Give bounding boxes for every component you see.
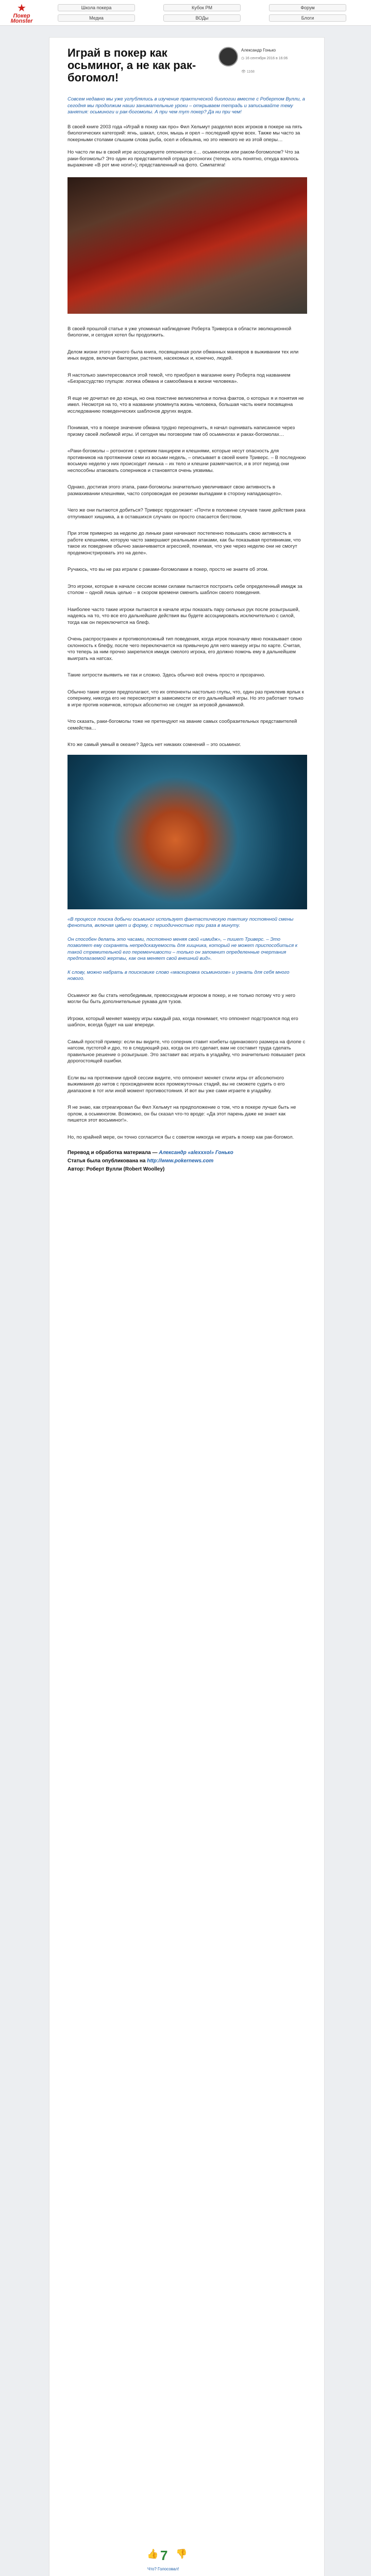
paragraph-12: Ручаюсь, что вы не раз играли с раками-богомолами в покер, просто не знаете об этом. <box>68 567 269 572</box>
logo-text-line-1: Покер <box>13 13 30 19</box>
quote-2: Он способен делать это часами, постоянно меняя свой «имидж», – пишет Триверс. – Это позволяет ему сохранять непредсказуемость для хищника, который не может приспособиться к такой стремительной его переменчивости – только он запомнит определенные очертания предполагаемой жертвы, как она меняет свой внешний вид». <box>68 936 298 961</box>
paragraph-1: В своей книге 2003 года «Играй в покер как про» Фил Хельмут разделял всех игроков в покере на пять биологических категорий: ягнь, шакал, слон, мышь и орел – последний круче всех. Также мы часто за покерными столами слышим слова рыба, осел и обезьяна, но это немного не из этой оперы… <box>68 124 302 143</box>
publish-date: 16 сентября 2016 в 16:06 <box>245 57 288 60</box>
mantis-shrimp-photo <box>68 177 307 314</box>
octopus-photo <box>68 755 307 909</box>
paragraph-8: «Раки-богомолы – ротоногие с крепким панцирем и клешнями, которые несут опасность для противников на протяжении семи из восьми недель, – описывает в своей книге Триверс. – В последнюю восьмую неделю у них происходит линька – их тело и клешни размягчаются, и в этот период они неспособны атаковать соперников и становятся очень уязвимы. <box>68 448 306 473</box>
paragraph-17: Обычно такие игроки предполагают, что их оппоненты настолько глупы, что, один раз приклеив ярлык к сопернику, никогда его не пересмотрят в зависимости от его дальнейшей игры. Но это работает только в игре против новичков, которых абсолютно не следят за игровой динамикой. <box>68 689 304 708</box>
thumbs-up-icon[interactable]: 👍 <box>147 2549 159 2559</box>
nav-media[interactable]: Медиа <box>58 14 135 22</box>
paragraph-15: Очень распространен и противоположный тип поведения, когда игрок поначалу явно показывает свою склонность к блефу, после чего переключается на привычную для него манеру игры по карте. Считая, что теперь за ним прочно закрепился имидж смелого игрока, его должно помочь ему в дальнейшем выиграть на натсах. <box>68 636 302 662</box>
nav-blogs[interactable]: Блоги <box>269 14 346 22</box>
paragraph-13: Это игроки, которые в начале сессии всеми силами пытаются построить себе определенный имидж за столом – одной лишь целью – в скором времени сменить шаблон своего поведения. <box>68 583 302 596</box>
paragraph-6: Я еще не дочитал ее до конца, но она поистине великолепна и полна фактов, о которых я и понятия не имел. Несмотря на то, что в названии упомянута жизнь человека, большая часть книги посвящена исследованию поведенческих шаблонов других видов. <box>68 395 304 414</box>
paragraph-9: Однако, достигая этого этапа, раки-богомолы значительно увеличивают свою активность в размахивании клешнями, часто сопровождая ее резкими выпадами в сторону нападающего». <box>68 484 282 497</box>
paragraph-22: Самый простой пример: если вы видите, что соперник ставит коибеты одинакового размера на флопе с натсом, пустотой и дро, то в следующий раз, когда он это сделает, вам не составит труда сделать правильное решение о розыгрыше. Это заставит вас играть в угадайку, что значительно повышает риск дорогостоящей ошибки. <box>68 1039 306 1064</box>
article-credits <box>68 1149 306 1174</box>
paragraph-21: Игроки, который меняет манеру игры каждый раз, когда понимает, что оппонент подстроился под его шаблон, всегда будет на шаг впереди. <box>68 1015 298 1028</box>
credit-author: Автор: Роберт Вулли (Robert Woolley) <box>68 1166 165 1172</box>
quote-1: «В процессе поиска добычи осьминог использует фантастическую тактику постоянной смены фенотипа, включая цвет и форму, с периодичностью три раза в минуту. <box>68 916 294 928</box>
views-count: 1168 <box>246 70 255 74</box>
credit-translation: Перевод и обработка материала — Александр «alexxxol» Гонько <box>68 1150 233 1156</box>
site-logo[interactable] <box>6 3 37 24</box>
paragraph-16: Такие хитрости выявить не так и сложно. Здесь обычно всё очень просто и прозрачно. <box>68 672 265 678</box>
author-box <box>218 47 306 84</box>
credit-source: Статья была опубликована на http://www.pokernews.com <box>68 1158 214 1164</box>
paragraph-25: Но, по крайней мере, он точно согласится бы с советом никогда не играть в покер как рак-богомол. <box>68 1134 294 1140</box>
main-nav <box>58 4 346 25</box>
vote-status: Что? Голосовал! <box>147 2567 179 2571</box>
paragraph-2: Но часто ли вы в своей игре ассоциируете оппонентов с… осьминогом или раком-богомолом? Что за раки-богомолы? Это один из представителей отряда ротоногих (теперь хоть понятно, откуда взялось выражение «В рот мне ноги!»); представленный на фото. Симпатяга! <box>68 149 299 168</box>
nav-vods[interactable]: ВОДы <box>163 14 241 22</box>
paragraph-10: Чего же они пытаются добиться? Триверс продолжает: «Почти в половине случаев такие действия рака отпугивают хищника, а в оставшихся случаях он просто спасается бегством. <box>68 507 306 520</box>
logo-text-line-2: Monster <box>10 18 33 24</box>
star-icon: ★ <box>17 3 26 14</box>
clock-icon: ◷ 16 сентября 2016 в 16:06 <box>241 57 288 60</box>
paragraph-18: Что сказать, раки-богомолы тоже не претендуют на звание самых сообразительных представителей семейства… <box>68 719 297 731</box>
eye-icon: 👁 1168 <box>241 70 255 74</box>
nav-forum[interactable]: Форум <box>269 4 346 11</box>
author-name[interactable]: Александр Гонько <box>241 48 276 53</box>
paragraph-19: Кто же самый умный в океане? Здесь нет никаких сомнений – это осьминог. <box>68 742 241 748</box>
top-header <box>0 0 371 26</box>
vote-count: 7 <box>160 2548 168 2563</box>
translator-link[interactable]: Александр «alexxxol» Гонько <box>159 1150 233 1156</box>
paragraph-4: Делом жизни этого ученого была книга, посвященная роли обманных маневров в выживании тех или иных видов, включая бактерии, растения, насекомых и, конечно, людей. <box>68 349 299 361</box>
thumbs-down-icon[interactable]: 👎 <box>176 2549 188 2559</box>
paragraph-3: В своей прошлой статье я уже упоминал наблюдение Роберта Триверса в области эволюционной биологии, и сегодня хотел бы продолжить. <box>68 326 292 338</box>
author-avatar[interactable] <box>218 47 238 66</box>
paragraph-5: Я настолько заинтересовался этой темой, что приобрел в магазине книгу Роберта под названием «Безрассудство глупцов: логика обмана и самообмана в жизни человека». <box>68 372 291 384</box>
source-link[interactable]: http://www.pokernews.com <box>147 1158 214 1164</box>
paragraph-7: Понимая, что в покере значение обмана трудно переоценить, я начал оценивать написанное через призму своей любимой игры. И сегодня мы поговорим там об осьминогах и раках-богомолах… <box>68 425 295 437</box>
article-card <box>49 37 325 2576</box>
paragraph-14: Наиболее часто такие игроки пытаются в начале игры показать пару сильных рук после розыгрышей, надеясь на то, что все его дальнейшие действия вы будете ассоциировать исключительно с силой, тогда как он переключится на блеф. <box>68 606 300 625</box>
nav-pm-cup[interactable]: Кубок PM <box>163 4 241 11</box>
vote-widget <box>147 2548 188 2563</box>
paragraph-11: При этом примерно за неделю до линьки раки начинают постепенно повышать свою активность в работе клешнями, которую часто завершают реальными атаками, как бы показывая противникам, что такое их поведение обычно заканчивается агрессией, понимая, что уже через неделю они не смогут продемонстрировать это на деле». <box>68 531 301 556</box>
quote-3: К слову, можно набрать в поисковике слово «маскировка осьминогов» и узнать для себя много нового. <box>68 969 290 981</box>
paragraph-23: Если вы на протяжении одной сессии видите, что оппонент меняет стили игры от абсолютного выжимания до нитов с прохождением всех промежуточных стадий, вы не сможете судить о его диапазоне в тот или иной момент противостояния. И вот вы уже сами играете в угадайку. <box>68 1075 285 1094</box>
article-title: Играй в покер как осьминог, а не как рак-богомол! <box>68 46 196 84</box>
paragraph-24: Я не знаю, как отреагировал бы Фил Хельмут на предположение о том, что в покере лучше быть не орлом, а осьминогом. Возможно, он бы сказал что-то вроде: «Да этот парень даже не знает как пишется этот восьминог!». <box>68 1105 296 1123</box>
paragraph-20: Осьминог же бы стать непобедимым, превосходным игроком в покер, и не только потому что у него могли бы быть дополнительные рукава для тузов. <box>68 992 296 1005</box>
article-lead: Совсем недавно мы уже углублялись в изучение практической биологии вместе с Робертом Вулли, а сегодня мы продолжим наши занимательные уроки – открываем тетрадь и записывайте тему занятия: осьминоги и рак-богомолы. А при чем тут покер? Да ни при чем! <box>68 96 305 115</box>
nav-poker-school[interactable]: Школа покера <box>58 4 135 11</box>
